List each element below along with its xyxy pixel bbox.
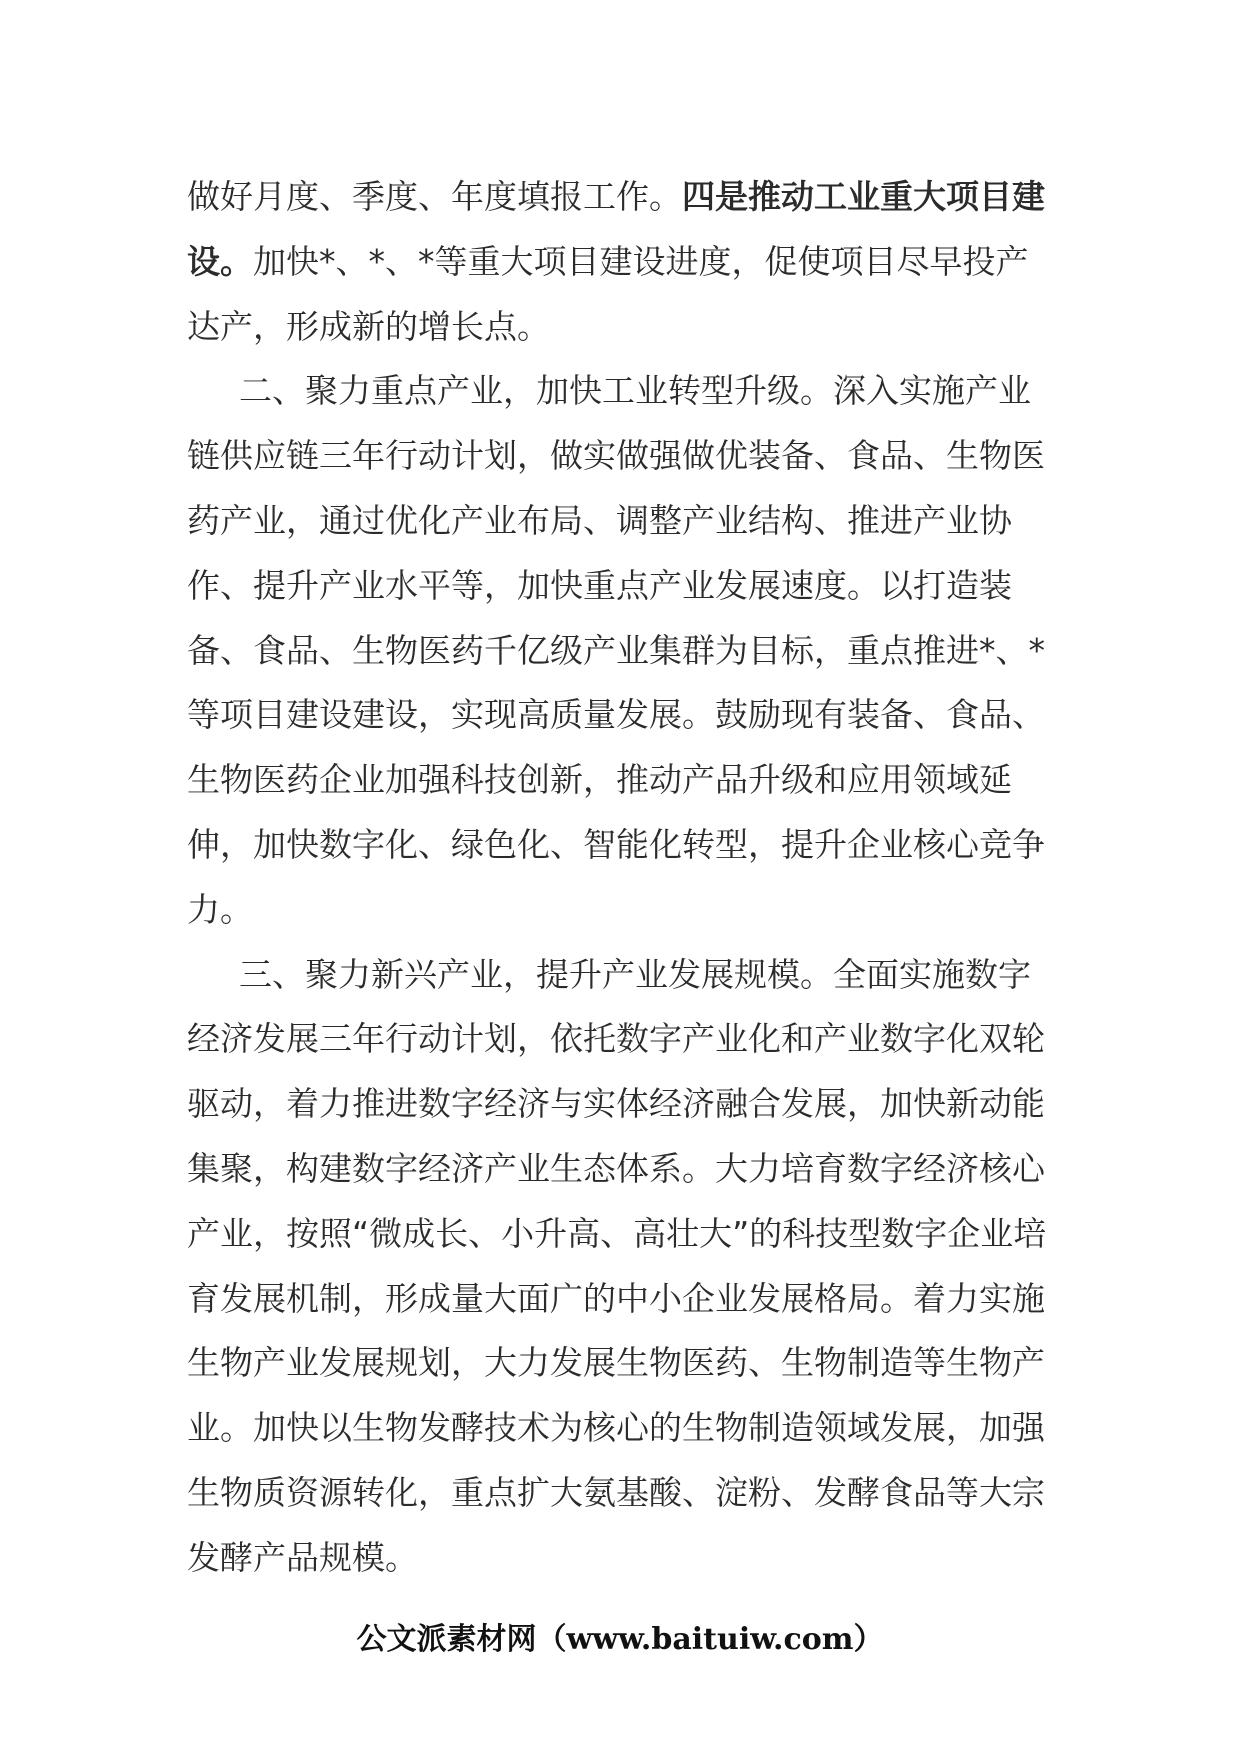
paragraph-1-run-3: 加快*、*、*等重大项目建设进度，促使项目尽早投产达产，形成新的增长点。 <box>187 241 1029 346</box>
paragraph-1 <box>187 165 1057 359</box>
paragraph-3-run-1: 三、聚力新兴产业，提升产业发展规模。全面实施数字经济发展三年行动计划，依托数字产业化和产业数字化双轮驱动，着力推进数字经济与实体经济融合发展，加快新动能集聚，构建数字经济产业生态体系。大力培育数字经济核心产业，按照“微成长、小升高、高壮大”的科技型数字企业培育发展机制，形成量大面广的中小企业发展格局。着力实施生物产业发展规划，大力发展生物医药、生物制造等生物产业。加快以生物发酵技术为核心的生物制造领域发展，加强生物质资源转化，重点扩大氨基酸、淀粉、发酵食品等大宗发酵产品规模。 <box>187 954 1047 1577</box>
paragraph-2 <box>187 359 1057 942</box>
paragraph-3 <box>187 943 1057 1591</box>
document-body <box>187 165 1057 1591</box>
paragraph-1-run-2-bold: 四是推动工业重大项目建设。 <box>187 177 1045 281</box>
paragraph-2-run-1: 二、聚力重点产业，加快工业转型升级。深入实施产业链供应链三年行动计划，做实做强做优装备、食品、生物医药产业，通过优化产业布局、调整产业结构、推进产业协作、提升产业水平等，加快重点产业发展速度。以打造装备、食品、生物医药千亿级产业集群为目标，重点推进*、*等项目建设建设，实现高质量发展。鼓励现有装备、食品、生物医药企业加强科技创新，推动产品升级和应用领域延伸，加快数字化、绿色化、智能化转型，提升企业核心竞争力。 <box>187 371 1045 929</box>
paragraph-1-run-1: 做好月度、季度、年度填报工作。 <box>187 177 682 216</box>
footer-watermark: 公文派素材网（www.baituiw.com） <box>356 1622 884 1657</box>
